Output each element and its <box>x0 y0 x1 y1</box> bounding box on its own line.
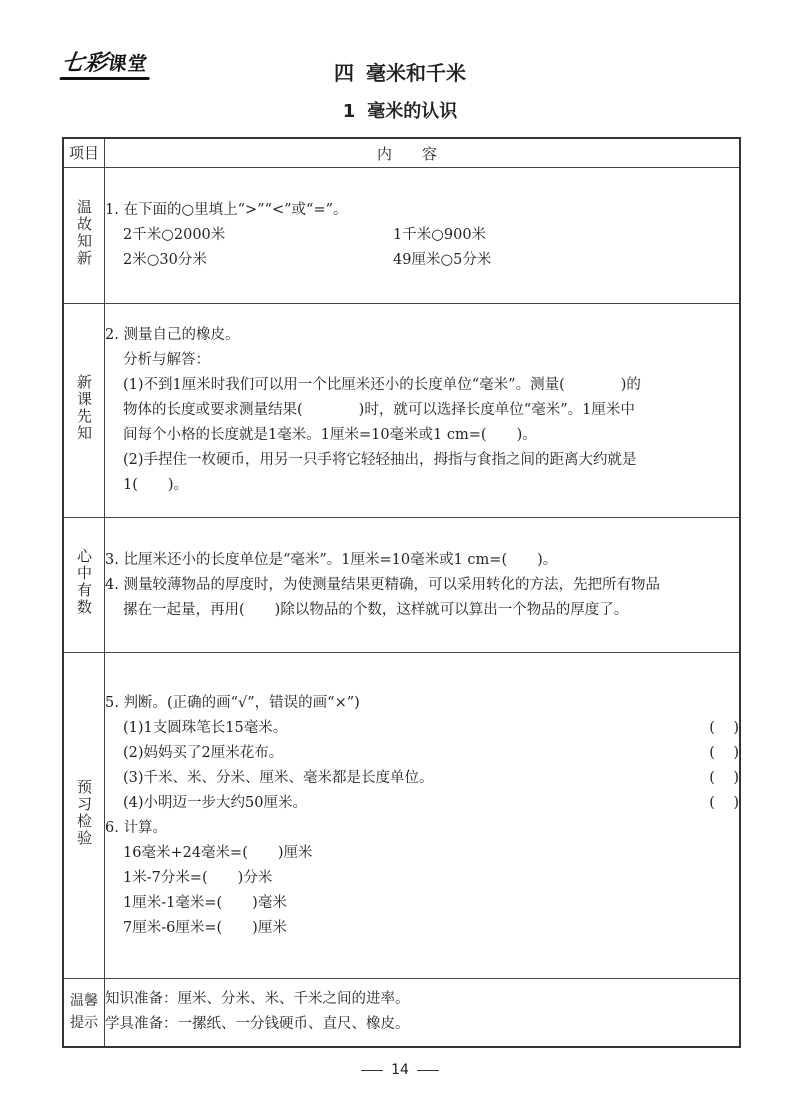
compare-item: 1千米○900米 <box>393 227 487 243</box>
answer-blank: ( ) <box>709 769 739 786</box>
section-preview <box>63 304 740 518</box>
answer-blank: ( ) <box>709 744 739 761</box>
compare-item: 49厘米○5分米 <box>393 252 492 268</box>
section-label: 预习检验 <box>75 778 93 847</box>
chapter-title: 四 毫米和千米 <box>334 61 466 85</box>
section-label: 心中有数 <box>75 548 93 616</box>
tip-1: 知识准备：厘米、分米、米、千米之间的进率。 <box>105 991 410 1008</box>
page-footer <box>0 1062 800 1078</box>
page-number: 14 <box>391 1062 409 1078</box>
section-label: 新课先知 <box>75 373 93 442</box>
paragraph: (1)不到1厘米时我们可以用一个比厘米还小的长度单位“毫米”。测量( )的 <box>123 377 641 393</box>
section-check <box>63 653 740 979</box>
paragraph: (2)手捏住一枚硬币，用另一只手将它轻轻抽出，拇指与食指之间的距离大约就是 <box>123 452 637 468</box>
header-item: 项目 <box>63 138 105 168</box>
question-3: 3. 比厘米还小的长度单位是“毫米”。1厘米=10毫米或1 cm=( )。 <box>105 551 558 568</box>
analysis-label: 分析与解答： <box>123 352 210 368</box>
question-4: 4. 测量较薄物品的厚度时，为使测量结果更精确，可以采用转化的方法，先把所有物品 <box>105 576 660 593</box>
calc-row: 7厘米-6厘米=( )厘米 <box>123 919 287 936</box>
brand-logo: 七彩课堂 <box>60 46 150 77</box>
question-5: 5. 判断。(正确的画“√”，错误的画“×”) <box>105 694 360 711</box>
section-tips <box>63 979 740 1047</box>
header-content: 内容 <box>105 138 741 168</box>
worksheet-table <box>62 137 741 1048</box>
answer-blank: ( ) <box>709 719 739 736</box>
question-4-cont: 摞在一起量，再用( )除以物品的个数，这样就可以算出一个物品的厚度了。 <box>123 601 629 618</box>
question-2: 2. 测量自己的橡皮。 <box>105 327 240 343</box>
judge-row: (2)妈妈买了2厘米花布。 ( ) <box>105 741 739 766</box>
question-1: 1. 在下面的○里填上“>”“<”或“=”。 <box>105 202 348 218</box>
calc-row: 1厘米-1毫米=( )毫米 <box>123 894 287 911</box>
table-header-row <box>63 138 740 168</box>
calc-row: 16毫米+24毫米=( )厘米 <box>123 844 313 861</box>
answer-blank: ( ) <box>709 794 739 811</box>
judge-row: (4)小明迈一步大约50厘米。 ( ) <box>105 791 739 816</box>
section-review <box>63 168 740 304</box>
compare-item: 2千米○2000米 <box>123 227 226 243</box>
paragraph: 间每个小格的长度就是1毫米。1厘米=10毫米或1 cm=( )。 <box>123 427 537 443</box>
judge-row: (1)1支圆珠笔长15毫米。 ( ) <box>105 716 739 741</box>
judge-row: (3)千米、米、分米、厘米、毫米都是长度单位。 ( ) <box>105 766 739 791</box>
compare-item: 2米○30分米 <box>123 252 207 268</box>
question-6: 6. 计算。 <box>105 819 167 836</box>
section-mind <box>63 518 740 653</box>
section-label: 温故知新 <box>75 198 93 267</box>
lesson-title: 1 毫米的认识 <box>342 101 458 122</box>
calc-row: 1米-7分米=( )分米 <box>123 869 273 886</box>
section-label: 温馨提示 <box>70 993 98 1032</box>
paragraph: 1( )。 <box>123 477 189 493</box>
paragraph: 物体的长度或要求测量结果( )时，就可以选择长度单位“毫米”。1厘米中 <box>123 402 635 418</box>
tip-2: 学具准备：一摞纸、一分钱硬币、直尺、橡皮。 <box>105 1016 410 1033</box>
